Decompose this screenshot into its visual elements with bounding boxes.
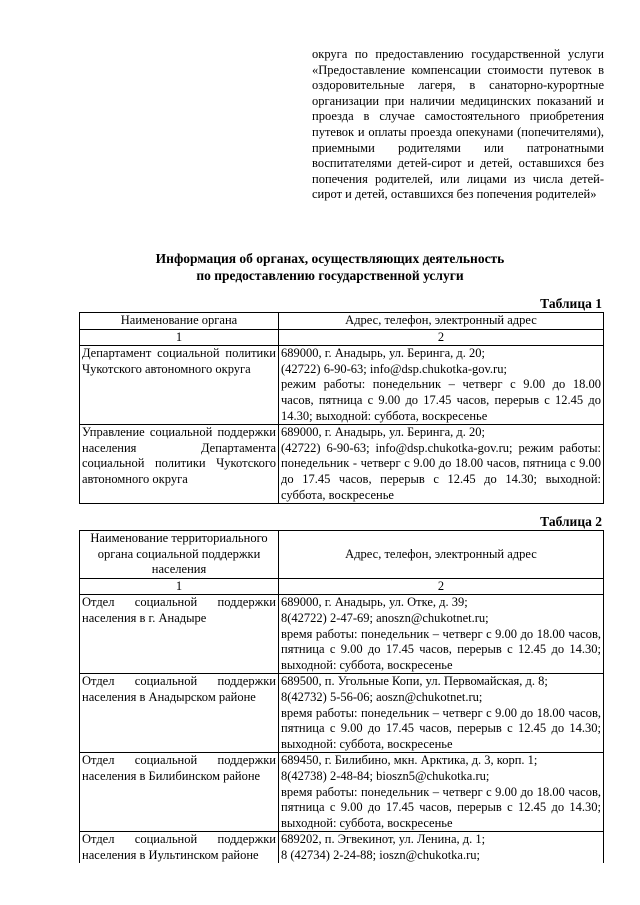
table2-col-number-1: 1 <box>80 578 279 595</box>
table2-row2-name: Отдел социальной поддержки населения в Анадырском районе <box>80 674 279 753</box>
table2-col-number-2: 2 <box>279 578 604 595</box>
table2-row3-details <box>279 753 604 832</box>
table2-row1-details <box>279 595 604 674</box>
table2-row3-name: Отдел социальной поддержки населения в Билибинском районе <box>80 753 279 832</box>
table2-row4-name: Отдел социальной поддержки населения в Иультинском районе <box>80 832 279 864</box>
table-row <box>80 346 604 425</box>
heading-line-1: Информация об органах, осуществляющих деятельность <box>155 251 505 266</box>
address-line: 689000, г. Анадырь, ул. Беринга, д. 20; <box>281 425 485 440</box>
table1-header-address: Адрес, телефон, электронный адрес <box>279 313 604 330</box>
table1-col-number-1: 1 <box>80 329 279 346</box>
table-row <box>80 753 604 832</box>
table1-row2-name: Управление социальной поддержки населения Департамента социальной политики Чукотского автономного округа <box>80 425 279 504</box>
table1-number-row <box>80 329 604 346</box>
table2-row2-details <box>279 674 604 753</box>
address-line: 689000, г. Анадырь, ул. Отке, д. 39; <box>281 595 468 610</box>
table-row <box>80 425 604 504</box>
table2-row1-name: Отдел социальной поддержки населения в г. Анадыре <box>80 595 279 674</box>
contact-line: 8 (42734) 2-24-88; ioszn@chukotka.ru; <box>281 847 480 862</box>
table1-label: Таблица 1 <box>540 296 602 311</box>
table2-number-row <box>80 578 604 595</box>
address-line: 689500, п. Угольные Копи, ул. Первомайская, д. 8; <box>281 674 548 689</box>
table1-header-row <box>80 313 604 330</box>
hours-line: время работы: понедельник – четверг с 9.00 до 18.00 часов, пятница с 9.00 до 17.45 часов, перерыв с 12.45 до 14.30; выходной: суббота, воскресенье <box>281 784 601 830</box>
hours-line: время работы: понедельник – четверг с 9.00 до 18.00 часов, пятница с 9.00 до 17.45 часов, перерыв с 12.45 до 14.30; выходной: суббота, воскресенье <box>281 705 601 751</box>
table1-header-name: Наименование органа <box>80 313 279 330</box>
contact-line: 8(42732) 5-56-06; aoszn@chukotnet.ru; <box>281 689 483 704</box>
table1-row1-name: Департамент социальной политики Чукотского автономного округа <box>80 346 279 425</box>
address-line: 689450, г. Билибино, мкн. Арктика, д. 3, корп. 1; <box>281 753 538 768</box>
table2 <box>79 530 604 863</box>
table-row <box>80 674 604 753</box>
table-row <box>80 595 604 674</box>
hours-line: режим работы: понедельник – четверг с 9.00 до 18.00 часов, пятница с 9.00 до 17.45 часов, перерыв с 12.45 до 14.30; выходной: суббота, воскресенье <box>281 377 601 423</box>
contact-hours-line: (42722) 6-90-63; info@dsp.chukotka-gov.ru; режим работы: понедельник - четверг с 9.00 до 18.00 часов, пятница с 9.00 до 17.45 часов, перерыв с 12.45 до 14.30; выходной: суббота, воскресенье <box>281 440 601 502</box>
table1-row1-details <box>279 346 604 425</box>
table2-header-address: Адрес, телефон, электронный адрес <box>279 531 604 579</box>
table1 <box>79 312 604 504</box>
table1-row2-details <box>279 425 604 504</box>
table2-row4-details <box>279 832 604 864</box>
table2-header-row <box>80 531 604 579</box>
table1-col-number-2: 2 <box>279 329 604 346</box>
section-heading <box>60 250 600 284</box>
address-line: 689000, г. Анадырь, ул. Беринга, д. 20; <box>281 346 485 361</box>
intro-paragraph: округа по предоставлению государственной услуги «Предоставление компенсации стоимости путевок в оздоровительные лагеря, в санаторно-курортные организации при наличии медицинских показаний и проезда в случае самостоятельного приобретения путевок и оплаты проезда опекунами (попечителями), приемными родителями или патронатными воспитателями детей-сирот и детей, оставшихся без попечения родителей, или лицами из числа детей-сирот и детей, оставшихся без попечения родителей» <box>312 47 604 202</box>
hours-line: время работы: понедельник – четверг с 9.00 до 18.00 часов, пятница с 9.00 до 17.45 часов, перерыв с 12.45 до 14.30; выходной: суббота, воскресенье <box>281 626 601 672</box>
address-line: 689202, п. Эгвекинот, ул. Ленина, д. 1; <box>281 832 486 847</box>
heading-line-2: по предоставлению государственной услуги <box>196 268 464 283</box>
contact-line: 8(42738) 2-48-84; bioszn5@chukotka.ru; <box>281 768 490 783</box>
contact-line: (42722) 6-90-63; info@dsp.chukotka-gov.ru; <box>281 361 507 376</box>
contact-line: 8(42722) 2-47-69; anoszn@chukotnet.ru; <box>281 610 489 625</box>
table-row <box>80 832 604 864</box>
table2-label: Таблица 2 <box>540 514 602 529</box>
table2-header-name: Наименование территориального органа социальной поддержки населения <box>80 531 279 579</box>
